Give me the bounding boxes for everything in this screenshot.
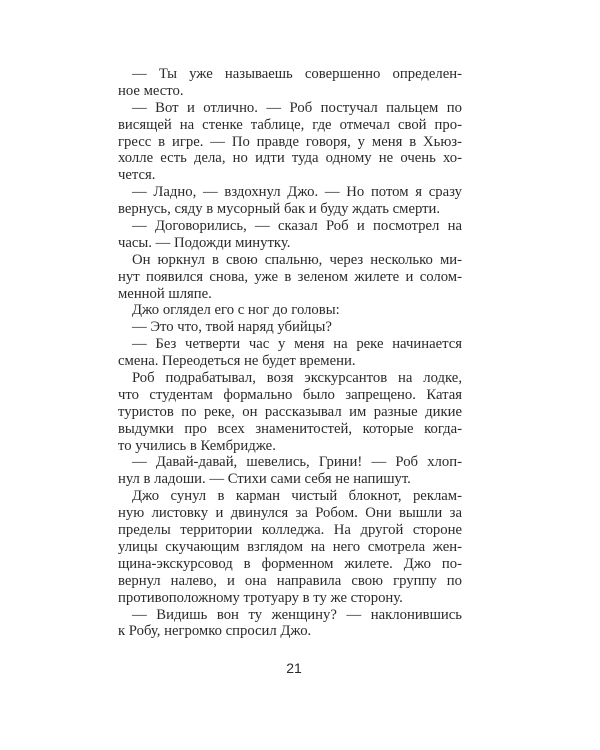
paragraph xyxy=(118,100,462,184)
text-line: вернул налево, и она направила свою группу по xyxy=(118,572,462,589)
text-line: смена. Переодеться не будет времени. xyxy=(118,353,356,370)
text-line: ное место. xyxy=(118,82,184,99)
text-line: нут появился снова, уже в зеленом жилете и солом- xyxy=(118,268,462,285)
text-line: нул в ладоши. — Стихи сами себя не напишут. xyxy=(118,471,411,488)
page-number: 21 xyxy=(286,660,302,676)
text-line: выдумки про всех знаменитостей, которые когда- xyxy=(118,420,462,437)
text-line: Джо оглядел его с ног до головы: xyxy=(132,302,340,319)
text-line: менной шляпе. xyxy=(118,285,212,302)
text-line: висящей на стенке таблице, где отмечал свой про- xyxy=(118,116,462,133)
text-line: туристов по реке, он рассказывал им разные дикие xyxy=(118,403,462,420)
text-line: холле есть дела, но идти туда одному не очень хо- xyxy=(118,150,462,167)
paragraph xyxy=(118,336,462,370)
paragraph xyxy=(118,488,462,606)
text-line: гресс в игре. — По правде говоря, у меня в Хьюз- xyxy=(118,133,462,150)
text-line: ную листовку и двинулся за Робом. Они вышли за xyxy=(118,505,462,522)
text-line: — Видишь вон ту женщину? — наклонившись xyxy=(132,606,462,623)
text-line: — Ты уже называешь совершенно определен- xyxy=(132,66,462,82)
text-line: — Это что, твой наряд убийцы? xyxy=(132,319,332,336)
text-line: что студентам формально было запрещено. Катая xyxy=(118,386,462,403)
text-line: улицы скучающим взглядом на него смотрела жен- xyxy=(118,538,462,555)
text-line: — Ладно, — вздохнул Джо. — Но потом я сразу xyxy=(132,184,462,201)
text-line: — Вот и отлично. — Роб постучал пальцем по xyxy=(132,99,462,116)
text-line: Роб подрабатывал, возя экскурсантов на лодке, xyxy=(132,370,462,387)
paragraph xyxy=(118,218,462,252)
text-line: пределы территории колледжа. На другой стороне xyxy=(118,522,462,539)
paragraph xyxy=(118,454,462,488)
text-line: Он юркнул в свою спальню, через несколько ми- xyxy=(132,251,462,268)
text-line: щина-экскурсовод в форменном жилете. Джо по- xyxy=(118,555,462,572)
paragraph xyxy=(118,252,462,303)
paragraph xyxy=(118,370,462,454)
paragraph xyxy=(118,302,462,319)
paragraph xyxy=(118,66,462,100)
text-line: — Давай-давай, шевелись, Грини! — Роб хлоп- xyxy=(132,454,462,471)
paragraph xyxy=(118,607,462,641)
text-line: вернусь, сяду в мусорный бак и буду ждать смерти. xyxy=(118,201,441,218)
body-text xyxy=(118,66,462,640)
text-line: часы. — Подожди минутку. xyxy=(118,234,291,251)
paragraph xyxy=(118,184,462,218)
text-line: к Робу, негромко спросил Джо. xyxy=(118,623,312,640)
text-line: чется. xyxy=(118,167,156,184)
text-line: — Без четверти час у меня на реке начинается xyxy=(132,336,462,353)
text-line: — Договорились, — сказал Роб и посмотрел на xyxy=(132,218,462,235)
paragraph xyxy=(118,319,462,336)
text-line: то учились в Кембридже. xyxy=(118,437,276,454)
text-line: Джо сунул в карман чистый блокнот, реклам- xyxy=(132,488,462,505)
text-line: противоположному тротуару в ту же сторону. xyxy=(118,589,403,606)
